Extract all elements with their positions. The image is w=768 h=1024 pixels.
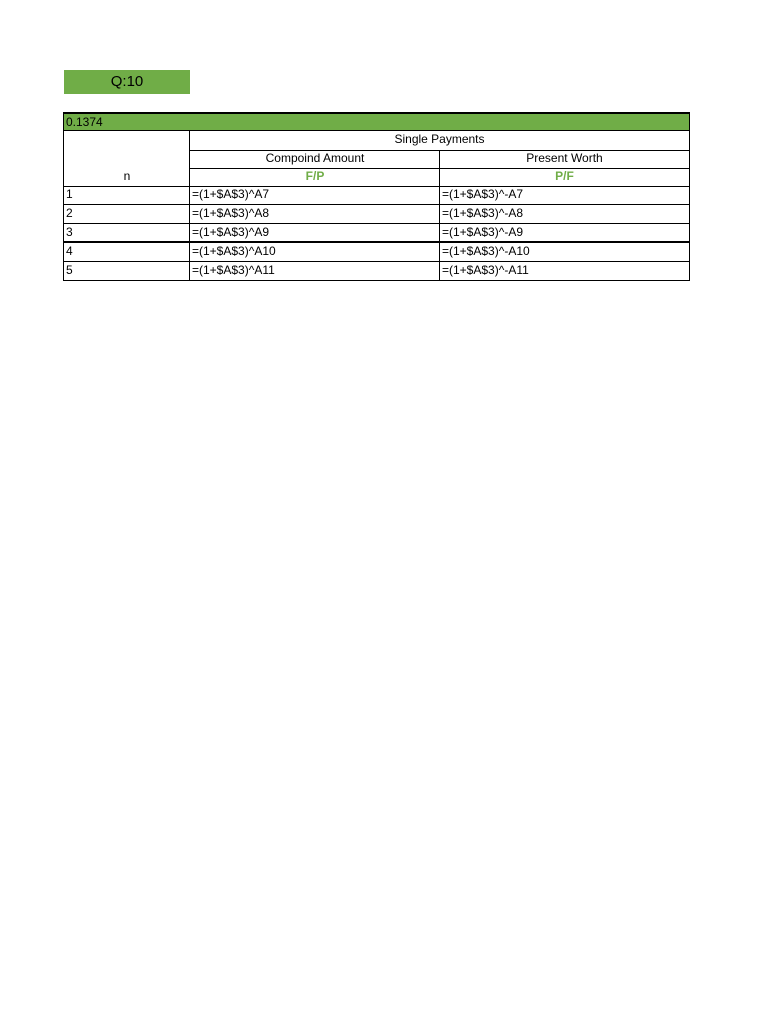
interest-rate-cell[interactable]: 0.1374 <box>63 112 690 131</box>
row-pf-cell[interactable]: =(1+$A$3)^-A8 <box>439 205 690 224</box>
factor-grid <box>63 131 690 281</box>
row-fp-cell[interactable]: =(1+$A$3)^A10 <box>189 243 440 262</box>
row-n-cell[interactable]: 2 <box>63 205 190 224</box>
row-pf-cell[interactable]: =(1+$A$3)^-A11 <box>439 262 690 281</box>
row-fp-cell[interactable]: =(1+$A$3)^A9 <box>189 224 440 243</box>
compound-amount-header[interactable]: Compoind Amount <box>189 150 440 169</box>
payment-factor-table <box>63 112 690 281</box>
row-pf-cell[interactable]: =(1+$A$3)^-A9 <box>439 224 690 243</box>
row-n-cell[interactable]: 1 <box>63 186 190 205</box>
row-fp-cell[interactable]: =(1+$A$3)^A11 <box>189 262 440 281</box>
row-n-cell[interactable]: 4 <box>63 243 190 262</box>
fp-symbol[interactable]: F/P <box>189 168 440 187</box>
n-header[interactable]: n <box>63 131 190 187</box>
row-fp-cell[interactable]: =(1+$A$3)^A8 <box>189 205 440 224</box>
question-label: Q:10 <box>64 70 190 94</box>
row-n-cell[interactable]: 5 <box>63 262 190 281</box>
row-n-cell[interactable]: 3 <box>63 224 190 243</box>
present-worth-header[interactable]: Present Worth <box>439 150 690 169</box>
single-payments-header[interactable]: Single Payments <box>189 131 690 151</box>
pf-symbol[interactable]: P/F <box>439 168 690 187</box>
row-pf-cell[interactable]: =(1+$A$3)^-A7 <box>439 186 690 205</box>
row-pf-cell[interactable]: =(1+$A$3)^-A10 <box>439 243 690 262</box>
row-fp-cell[interactable]: =(1+$A$3)^A7 <box>189 186 440 205</box>
